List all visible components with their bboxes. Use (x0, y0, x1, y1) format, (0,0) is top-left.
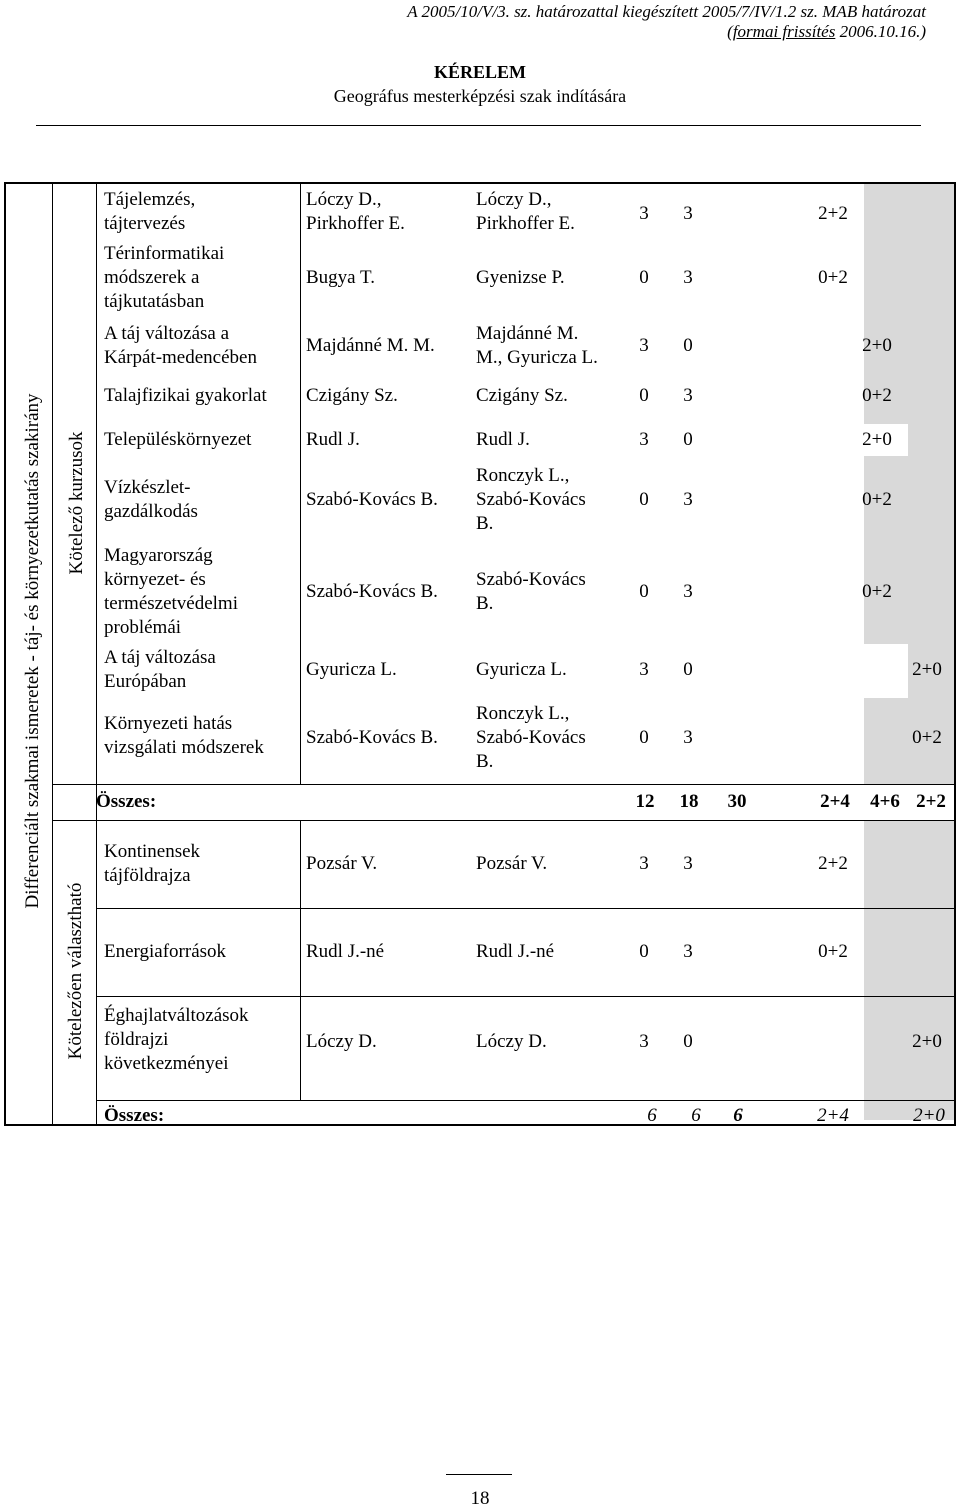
grid-v3 (300, 184, 301, 784)
total-value: 6 (733, 1105, 743, 1126)
teacher: Rudl J. (476, 429, 530, 450)
credit-a: 0 (639, 267, 649, 288)
responsible: Gyuricza L. (306, 659, 397, 680)
hours: 0+2 (818, 941, 848, 962)
credit-a: 3 (639, 429, 649, 450)
credit-a: 0 (639, 941, 649, 962)
total-value: 4+6 (870, 791, 900, 812)
teacher: Lóczy D. (476, 1031, 547, 1052)
course-name: Kontinensek tájföldrajza (104, 841, 201, 886)
hours: 0+2 (862, 385, 892, 406)
course-name: Környezeti hatás vizsgálati módszerek (104, 713, 264, 758)
credit-a: 0 (639, 581, 649, 602)
credit-b: 0 (683, 659, 693, 680)
course-name: Talajfizikai gyakorlat (104, 385, 267, 406)
credit-a: 0 (639, 385, 649, 406)
credit-a: 3 (639, 659, 649, 680)
side-label-mandatory: Kötelező kurzusok (66, 431, 87, 575)
document-subtitle: Geográfus mesterképzési szak indítására (333, 86, 627, 106)
document-header (407, 2, 926, 42)
responsible: Majdánné M. M. (306, 335, 435, 356)
total-value: 30 (727, 791, 747, 812)
side-label-elective: Kötelezően választható (65, 882, 86, 1060)
teacher: Szabó-Kovács B. (476, 569, 586, 614)
responsible: Czigány Sz. (306, 385, 398, 406)
credit-a: 3 (639, 853, 649, 874)
header-line1: A 2005/10/V/3. sz. határozattal kiegészített 2005/7/IV/1.2 sz. MAB határozat (407, 2, 926, 21)
teacher: Pozsár V. (476, 853, 548, 874)
responsible: Rudl J. (306, 429, 360, 450)
page-number-rule (446, 1474, 512, 1475)
hours: 2+0 (862, 429, 892, 450)
course-name: Vízkészlet- gazdálkodás (104, 477, 198, 522)
total-value: 2+2 (916, 791, 946, 812)
credit-b: 3 (683, 385, 693, 406)
credit-b: 3 (683, 941, 693, 962)
course-name: Településkörnyezet (104, 429, 252, 450)
course-name: A táj változása Európában (104, 647, 216, 692)
total-value: 18 (679, 791, 699, 812)
page-number: 18 (470, 1488, 490, 1509)
hours: 2+2 (818, 853, 848, 874)
hours: 2+0 (862, 335, 892, 356)
teacher: Czigány Sz. (476, 385, 568, 406)
total-value: 2+4 (817, 1105, 849, 1126)
grid-v2 (96, 184, 97, 1124)
teacher: Lóczy D., Pirkhoffer E. (476, 189, 575, 234)
course-name: Térinformatikai módszerek a tájkutatásban (104, 243, 225, 312)
credit-b: 3 (683, 727, 693, 748)
teacher: Ronczyk L., Szabó-Kovács B. (476, 465, 586, 534)
responsible: Szabó-Kovács B. (306, 727, 438, 748)
credit-b: 3 (683, 853, 693, 874)
credit-b: 0 (683, 429, 693, 450)
hours: 0+2 (862, 489, 892, 510)
total-value: 2+0 (913, 1105, 945, 1126)
header-line2-part2: 2006.10.16.) (839, 22, 926, 41)
responsible: Lóczy D. (306, 1031, 377, 1052)
hours: 0+2 (862, 581, 892, 602)
grid-v1 (52, 184, 53, 1124)
teacher: Majdánné M. M., Gyuricza L. (476, 323, 598, 368)
responsible: Pozsár V. (306, 853, 378, 874)
shade-col-f (908, 820, 954, 1120)
responsible: Lóczy D., Pirkhoffer E. (306, 189, 405, 234)
course-name: Magyarország környezet- és természetvédelmi problémái (104, 545, 238, 638)
teacher: Gyenizse P. (476, 267, 565, 288)
course-name: Energiaforrások (104, 941, 227, 962)
credit-a: 3 (639, 203, 649, 224)
header-divider (36, 125, 921, 126)
responsible: Szabó-Kovács B. (306, 489, 438, 510)
credit-b: 3 (683, 203, 693, 224)
grid-row-sep1 (96, 908, 954, 909)
hours: 2+0 (912, 659, 942, 680)
header-line2 (407, 22, 926, 42)
shade-col-c (864, 456, 908, 644)
credit-b: 3 (683, 489, 693, 510)
hours: 2+2 (818, 203, 848, 224)
credit-b: 3 (683, 267, 693, 288)
responsible: Bugya T. (306, 267, 375, 288)
credit-b: 0 (683, 335, 693, 356)
document-title: KÉRELEM (433, 62, 526, 82)
credit-b: 0 (683, 1031, 693, 1052)
credit-b: 3 (683, 581, 693, 602)
teacher: Ronczyk L., Szabó-Kovács B. (476, 703, 586, 772)
credit-a: 0 (639, 727, 649, 748)
credit-a: 3 (639, 1031, 649, 1052)
grid-row-sep2 (96, 996, 954, 997)
responsible: Rudl J.-né (306, 941, 385, 962)
responsible: Szabó-Kovács B. (306, 581, 438, 602)
total-value: 12 (635, 791, 655, 812)
grid-total2-top (96, 1100, 954, 1101)
course-name: Éghajlatváltozások földrajzi következményei (104, 1005, 249, 1074)
teacher: Rudl J.-né (476, 941, 555, 962)
hours: 2+0 (912, 1031, 942, 1052)
total-label: Összes: (104, 1105, 165, 1126)
teacher: Gyuricza L. (476, 659, 567, 680)
side-label-outer: Differenciált szakmai ismeretek - táj- és környezetkutatás szakirány (22, 393, 43, 909)
course-name: A táj változása a Kárpát-medencében (104, 323, 257, 368)
grid-total1-top (52, 784, 954, 785)
total-label: Összes: (96, 791, 157, 812)
credit-a: 3 (639, 335, 649, 356)
grid-v3b (300, 820, 301, 1100)
hours: 0+2 (818, 267, 848, 288)
total-value: 6 (691, 1105, 701, 1126)
total-value: 6 (647, 1105, 657, 1126)
shade-col-b (908, 184, 954, 784)
total-value: 2+4 (820, 791, 850, 812)
credit-a: 0 (639, 489, 649, 510)
header-line2-part1: (formai frissítés (727, 22, 836, 41)
hours: 0+2 (912, 727, 942, 748)
grid-total1-bottom (52, 820, 954, 821)
course-name: Tájelemzés, tájtervezés (104, 189, 196, 234)
